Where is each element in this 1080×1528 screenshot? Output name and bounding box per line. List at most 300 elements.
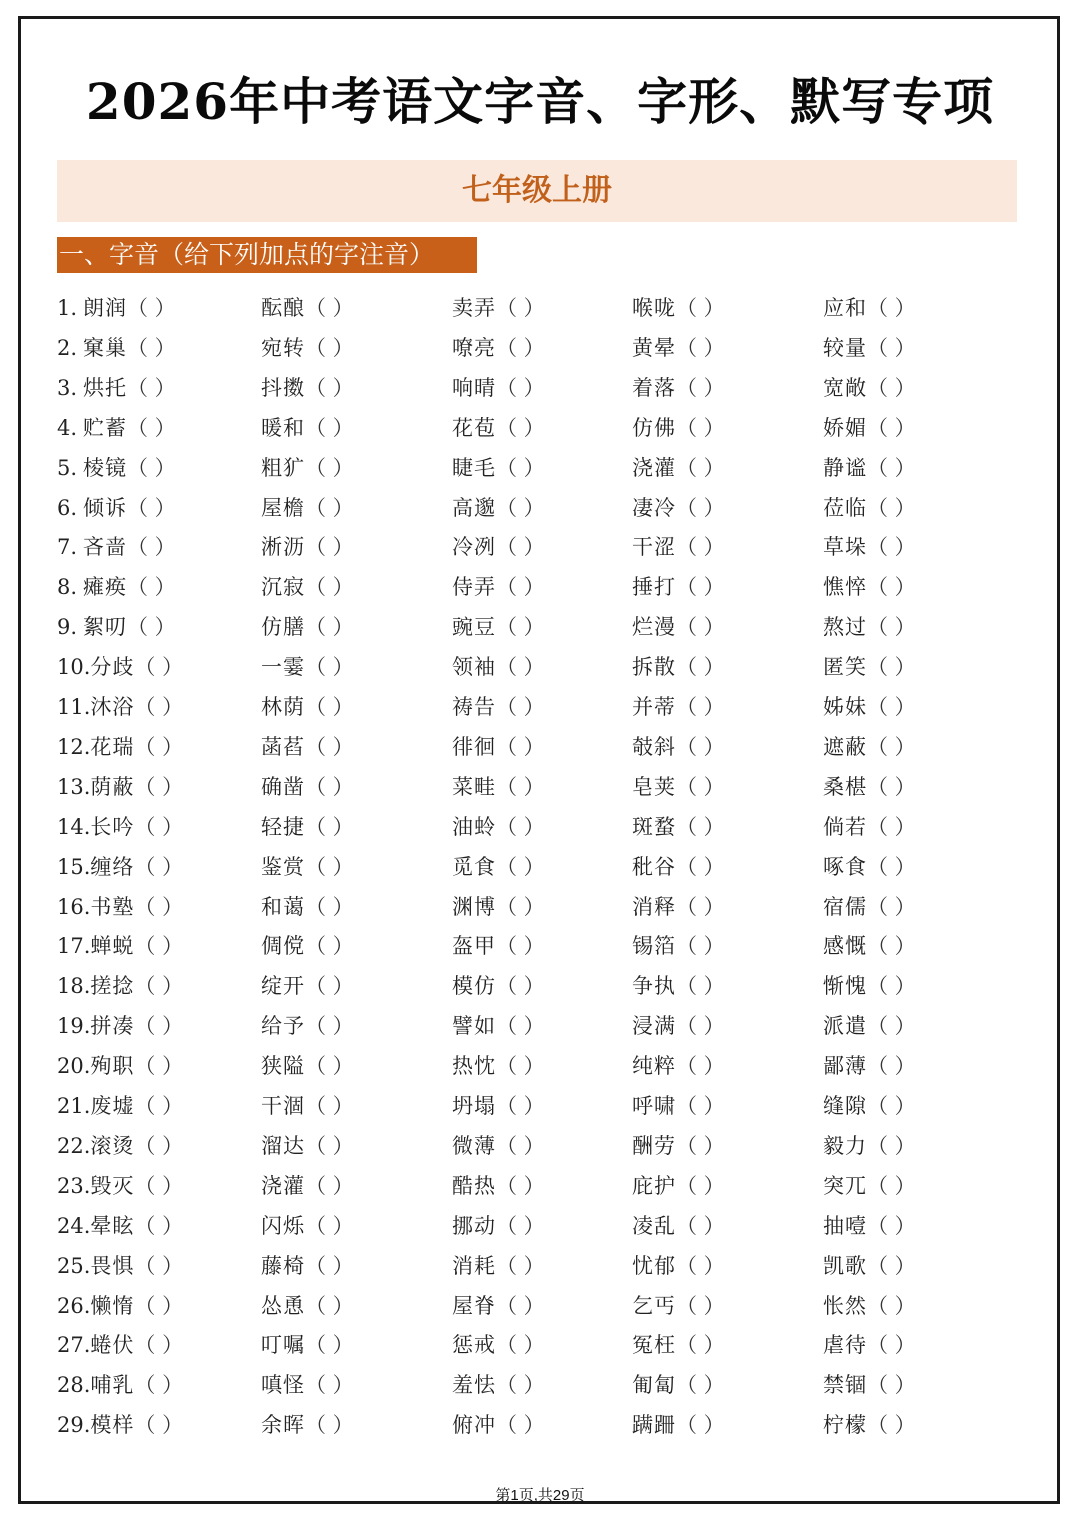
- vocab-word: 庇护: [632, 1174, 676, 1198]
- exercise-item: [632, 1286, 725, 1326]
- exercise-item: [261, 408, 354, 448]
- exercise-row: [0, 1086, 1080, 1126]
- answer-blank[interactable]: （ ）: [867, 1054, 916, 1078]
- exercise-item: [823, 926, 916, 966]
- vocab-word: 乞丐: [632, 1294, 676, 1318]
- vocab-word: 惭愧: [823, 974, 867, 998]
- exercise-item: [57, 687, 183, 727]
- answer-blank[interactable]: （ ）: [867, 535, 916, 559]
- answer-blank[interactable]: （ ）: [134, 855, 184, 879]
- vocab-word: 干涸: [261, 1094, 305, 1118]
- exercise-item: [632, 966, 725, 1006]
- answer-blank[interactable]: （ ）: [127, 575, 176, 599]
- answer-blank[interactable]: （ ）: [305, 934, 354, 958]
- answer-blank[interactable]: （ ）: [134, 1054, 184, 1078]
- exercise-item: [452, 807, 545, 847]
- answer-blank[interactable]: （ ）: [496, 855, 545, 879]
- answer-blank[interactable]: （ ）: [496, 1254, 545, 1278]
- exercise-item: [452, 767, 545, 807]
- vocab-word: 缝隙: [823, 1094, 867, 1118]
- answer-blank[interactable]: （ ）: [676, 1214, 725, 1238]
- answer-blank[interactable]: （ ）: [867, 615, 916, 639]
- answer-blank[interactable]: （ ）: [676, 416, 725, 440]
- vocab-word: 分歧: [90, 655, 135, 679]
- answer-blank[interactable]: （ ）: [305, 695, 354, 719]
- answer-blank[interactable]: （ ）: [867, 1333, 916, 1357]
- exercise-item: [823, 966, 916, 1006]
- exercise-row: [0, 408, 1080, 448]
- answer-blank[interactable]: （ ）: [496, 655, 545, 679]
- answer-blank[interactable]: （ ）: [867, 655, 916, 679]
- answer-blank[interactable]: （ ）: [305, 655, 354, 679]
- exercise-row: [0, 368, 1080, 408]
- exercise-item: [57, 1086, 183, 1126]
- vocab-word: 干涩: [632, 535, 676, 559]
- answer-blank[interactable]: （ ）: [134, 1413, 184, 1437]
- answer-blank[interactable]: （ ）: [676, 615, 725, 639]
- exercise-item: [452, 727, 545, 767]
- item-number: 23.: [57, 1174, 91, 1198]
- vocab-word: 鉴赏: [261, 855, 305, 879]
- vocab-word: 嗔怪: [261, 1373, 305, 1397]
- vocab-word: 酝酿: [261, 296, 305, 320]
- answer-blank[interactable]: （ ）: [676, 934, 725, 958]
- item-number: 26.: [57, 1294, 91, 1318]
- exercise-item: [823, 767, 916, 807]
- vocab-word: 鄙薄: [823, 1054, 867, 1078]
- exercise-item: [261, 1286, 354, 1326]
- vocab-word: 领袖: [452, 655, 496, 679]
- item-number: 20.: [57, 1054, 91, 1078]
- vocab-word: 蹒跚: [632, 1413, 676, 1437]
- vocab-word: 觅食: [452, 855, 496, 879]
- answer-blank[interactable]: （ ）: [134, 1134, 184, 1158]
- answer-blank[interactable]: （ ）: [305, 1094, 354, 1118]
- answer-blank[interactable]: （ ）: [496, 815, 545, 839]
- vocab-word: 宛转: [261, 336, 305, 360]
- answer-blank[interactable]: （ ）: [496, 336, 545, 360]
- answer-blank[interactable]: （ ）: [134, 1333, 184, 1357]
- exercise-item: [261, 1405, 354, 1445]
- vocab-word: 拆散: [632, 655, 676, 679]
- vocab-word: 应和: [823, 296, 867, 320]
- exercise-item: [57, 1246, 183, 1286]
- answer-blank[interactable]: （ ）: [867, 775, 916, 799]
- answer-blank[interactable]: （ ）: [496, 1373, 545, 1397]
- answer-blank[interactable]: （ ）: [134, 934, 184, 958]
- vocab-word: 惩戒: [452, 1333, 496, 1357]
- answer-blank[interactable]: （ ）: [127, 376, 176, 400]
- answer-blank[interactable]: （ ）: [496, 974, 545, 998]
- item-number: 28.: [57, 1373, 91, 1397]
- answer-blank[interactable]: （ ）: [496, 1294, 545, 1318]
- vocab-word: 狭隘: [261, 1054, 305, 1078]
- answer-blank[interactable]: （ ）: [305, 1333, 354, 1357]
- answer-blank[interactable]: （ ）: [134, 1294, 184, 1318]
- vocab-word: 屋檐: [261, 496, 305, 520]
- exercise-item: [823, 647, 916, 687]
- vocab-word: 抽噎: [823, 1214, 867, 1238]
- answer-blank[interactable]: （ ）: [496, 1214, 545, 1238]
- answer-blank[interactable]: （ ）: [134, 695, 184, 719]
- answer-blank[interactable]: （ ）: [305, 1254, 354, 1278]
- vocab-word: 长吟: [90, 815, 135, 839]
- answer-blank[interactable]: （ ）: [676, 1174, 725, 1198]
- answer-blank[interactable]: （ ）: [867, 974, 916, 998]
- vocab-word: 黄晕: [632, 336, 676, 360]
- answer-blank[interactable]: （ ）: [305, 815, 354, 839]
- exercise-item: [452, 647, 545, 687]
- answer-blank[interactable]: （ ）: [496, 775, 545, 799]
- vocab-word: 殉职: [90, 1054, 135, 1078]
- item-number: 13.: [57, 775, 91, 799]
- answer-blank[interactable]: （ ）: [127, 535, 176, 559]
- exercise-row: [0, 847, 1080, 887]
- answer-blank[interactable]: （ ）: [496, 1054, 545, 1078]
- vocab-word: 皂荚: [632, 775, 676, 799]
- exercise-row: [0, 527, 1080, 567]
- answer-blank[interactable]: （ ）: [496, 376, 545, 400]
- vocab-word: 禁锢: [823, 1373, 867, 1397]
- vocab-word: 挪动: [452, 1214, 496, 1238]
- exercise-item: [823, 607, 916, 647]
- answer-blank[interactable]: （ ）: [676, 1054, 725, 1078]
- answer-blank[interactable]: （ ）: [305, 575, 354, 599]
- answer-blank[interactable]: （ ）: [305, 1294, 354, 1318]
- exercise-item: [452, 1166, 545, 1206]
- exercise-item: [823, 328, 916, 368]
- answer-blank[interactable]: （ ）: [867, 456, 916, 480]
- answer-blank[interactable]: （ ）: [305, 615, 354, 639]
- item-number: 14.: [57, 815, 91, 839]
- answer-blank[interactable]: （ ）: [676, 1254, 725, 1278]
- answer-blank[interactable]: （ ）: [676, 1373, 725, 1397]
- answer-blank[interactable]: （ ）: [867, 815, 916, 839]
- vocab-word: 啄食: [823, 855, 867, 879]
- item-number: 27.: [57, 1333, 91, 1357]
- answer-blank[interactable]: （ ）: [676, 496, 725, 520]
- answer-blank[interactable]: （ ）: [867, 496, 916, 520]
- exercise-item: [57, 408, 176, 448]
- answer-blank[interactable]: （ ）: [676, 535, 725, 559]
- answer-blank[interactable]: （ ）: [496, 1094, 545, 1118]
- exercise-item: [57, 607, 176, 647]
- vocab-word: 酬劳: [632, 1134, 676, 1158]
- answer-blank[interactable]: （ ）: [867, 296, 916, 320]
- answer-blank[interactable]: （ ）: [134, 815, 184, 839]
- vocab-word: 匿笑: [823, 655, 867, 679]
- answer-blank[interactable]: （ ）: [305, 895, 354, 919]
- vocab-word: 屋脊: [452, 1294, 496, 1318]
- vocab-word: 姊妹: [823, 695, 867, 719]
- answer-blank[interactable]: （ ）: [676, 815, 725, 839]
- answer-blank[interactable]: （ ）: [496, 895, 545, 919]
- answer-blank[interactable]: （ ）: [867, 416, 916, 440]
- exercise-item: [823, 1166, 916, 1206]
- exercise-item: [632, 1046, 725, 1086]
- answer-blank[interactable]: （ ）: [496, 296, 545, 320]
- answer-blank[interactable]: （ ）: [134, 775, 184, 799]
- vocab-word: 书塾: [90, 895, 135, 919]
- answer-blank[interactable]: （ ）: [676, 855, 725, 879]
- answer-blank[interactable]: （ ）: [676, 735, 725, 759]
- exercise-item: [632, 408, 725, 448]
- vocab-word: 和蔼: [261, 895, 305, 919]
- answer-blank[interactable]: （ ）: [867, 695, 916, 719]
- vocab-word: 轻捷: [261, 815, 305, 839]
- answer-blank[interactable]: （ ）: [867, 376, 916, 400]
- answer-blank[interactable]: （ ）: [676, 456, 725, 480]
- answer-blank[interactable]: （ ）: [305, 336, 354, 360]
- exercise-item: [261, 1046, 354, 1086]
- answer-blank[interactable]: （ ）: [676, 1333, 725, 1357]
- answer-blank[interactable]: （ ）: [305, 456, 354, 480]
- answer-blank[interactable]: （ ）: [676, 1413, 725, 1437]
- item-number: 8.: [57, 575, 78, 599]
- exercise-item: [57, 488, 176, 528]
- answer-blank[interactable]: （ ）: [676, 336, 725, 360]
- exercise-item: [452, 1365, 545, 1405]
- answer-blank[interactable]: （ ）: [496, 1134, 545, 1158]
- answer-blank[interactable]: （ ）: [305, 1413, 354, 1437]
- vocab-word: 柠檬: [823, 1413, 867, 1437]
- exercise-item: [57, 1325, 183, 1365]
- exercise-item: [452, 1006, 545, 1046]
- answer-blank[interactable]: （ ）: [496, 735, 545, 759]
- exercise-item: [452, 288, 545, 328]
- answer-blank[interactable]: （ ）: [305, 1014, 354, 1038]
- answer-blank[interactable]: （ ）: [305, 855, 354, 879]
- exercise-item: [452, 1046, 545, 1086]
- answer-blank[interactable]: （ ）: [305, 735, 354, 759]
- exercise-item: [632, 368, 725, 408]
- exercise-item: [57, 1365, 183, 1405]
- answer-blank[interactable]: （ ）: [676, 575, 725, 599]
- exercise-item: [261, 1086, 354, 1126]
- answer-blank[interactable]: （ ）: [305, 775, 354, 799]
- answer-blank[interactable]: （ ）: [305, 416, 354, 440]
- item-number: 4.: [57, 416, 78, 440]
- answer-blank[interactable]: （ ）: [305, 1054, 354, 1078]
- vocab-word: 睫毛: [452, 456, 496, 480]
- exercise-row: [0, 926, 1080, 966]
- answer-blank[interactable]: （ ）: [134, 1373, 184, 1397]
- answer-blank[interactable]: （ ）: [867, 735, 916, 759]
- answer-blank[interactable]: （ ）: [496, 575, 545, 599]
- vocab-word: 毅力: [823, 1134, 867, 1158]
- vocab-word: 拼凑: [90, 1014, 135, 1038]
- exercise-item: [261, 368, 354, 408]
- answer-blank[interactable]: （ ）: [867, 934, 916, 958]
- answer-blank[interactable]: （ ）: [676, 655, 725, 679]
- exercise-item: [823, 488, 916, 528]
- exercise-item: [632, 1086, 725, 1126]
- answer-blank[interactable]: （ ）: [305, 535, 354, 559]
- item-number: 6.: [57, 496, 78, 520]
- answer-blank[interactable]: （ ）: [496, 1174, 545, 1198]
- exercise-item: [632, 448, 725, 488]
- vocab-word: 静谧: [823, 456, 867, 480]
- answer-blank[interactable]: （ ）: [305, 1174, 354, 1198]
- answer-blank[interactable]: （ ）: [867, 336, 916, 360]
- item-number: 18.: [57, 974, 91, 998]
- exercise-item: [632, 807, 725, 847]
- answer-blank[interactable]: （ ）: [134, 1014, 184, 1038]
- exercise-item: [632, 1405, 725, 1445]
- vocab-word: 菡萏: [261, 735, 305, 759]
- exercise-item: [823, 687, 916, 727]
- exercise-row: [0, 807, 1080, 847]
- exercise-row: [0, 1325, 1080, 1365]
- answer-blank[interactable]: （ ）: [676, 376, 725, 400]
- answer-blank[interactable]: （ ）: [676, 1134, 725, 1158]
- answer-blank[interactable]: （ ）: [676, 1094, 725, 1118]
- answer-blank[interactable]: （ ）: [496, 934, 545, 958]
- exercise-item: [261, 1006, 354, 1046]
- vocab-word: 宿儒: [823, 895, 867, 919]
- vocab-word: 林荫: [261, 695, 305, 719]
- answer-blank[interactable]: （ ）: [867, 1014, 916, 1038]
- answer-blank[interactable]: （ ）: [867, 575, 916, 599]
- exercise-row: [0, 1365, 1080, 1405]
- answer-blank[interactable]: （ ）: [305, 496, 354, 520]
- exercise-row: [0, 328, 1080, 368]
- exercise-item: [57, 767, 183, 807]
- answer-blank[interactable]: （ ）: [127, 615, 176, 639]
- answer-blank[interactable]: （ ）: [305, 1134, 354, 1158]
- answer-blank[interactable]: （ ）: [134, 1254, 184, 1278]
- answer-blank[interactable]: （ ）: [127, 496, 176, 520]
- answer-blank[interactable]: （ ）: [134, 974, 184, 998]
- answer-blank[interactable]: （ ）: [134, 1174, 184, 1198]
- answer-blank[interactable]: （ ）: [867, 855, 916, 879]
- answer-blank[interactable]: （ ）: [867, 1413, 916, 1437]
- vocab-word: 荫蔽: [90, 775, 135, 799]
- vocab-word: 贮蓄: [83, 416, 127, 440]
- answer-blank[interactable]: （ ）: [676, 974, 725, 998]
- exercise-item: [261, 488, 354, 528]
- exercise-item: [632, 1126, 725, 1166]
- answer-blank[interactable]: （ ）: [496, 416, 545, 440]
- exercise-item: [261, 687, 354, 727]
- vocab-word: 坍塌: [452, 1094, 496, 1118]
- answer-blank[interactable]: （ ）: [496, 535, 545, 559]
- answer-blank[interactable]: （ ）: [305, 1373, 354, 1397]
- exercise-item: [823, 527, 916, 567]
- answer-blank[interactable]: （ ）: [867, 1294, 916, 1318]
- answer-blank[interactable]: （ ）: [676, 895, 725, 919]
- answer-blank[interactable]: （ ）: [134, 1214, 184, 1238]
- answer-blank[interactable]: （ ）: [496, 1413, 545, 1437]
- answer-blank[interactable]: （ ）: [676, 1294, 725, 1318]
- answer-blank[interactable]: （ ）: [867, 1254, 916, 1278]
- answer-blank[interactable]: （ ）: [127, 296, 176, 320]
- answer-blank[interactable]: （ ）: [496, 1014, 545, 1038]
- item-number: 25.: [57, 1254, 91, 1278]
- vocab-word: 草垛: [823, 535, 867, 559]
- exercise-item: [261, 847, 354, 887]
- answer-blank[interactable]: （ ）: [676, 296, 725, 320]
- vocab-word: 遮蔽: [823, 735, 867, 759]
- vocab-word: 朗润: [83, 296, 127, 320]
- vocab-word: 消耗: [452, 1254, 496, 1278]
- answer-blank[interactable]: （ ）: [305, 376, 354, 400]
- exercise-item: [452, 926, 545, 966]
- exercise-row: [0, 448, 1080, 488]
- answer-blank[interactable]: （ ）: [676, 1014, 725, 1038]
- exercise-item: [632, 607, 725, 647]
- answer-blank[interactable]: （ ）: [676, 775, 725, 799]
- exercise-item: [261, 527, 354, 567]
- exercise-item: [632, 527, 725, 567]
- exercise-item: [261, 288, 354, 328]
- vocab-word: 滚烫: [90, 1134, 135, 1158]
- exercise-item: [632, 328, 725, 368]
- answer-blank[interactable]: （ ）: [496, 456, 545, 480]
- answer-blank[interactable]: （ ）: [867, 1214, 916, 1238]
- vocab-word: 酷热: [452, 1174, 496, 1198]
- answer-blank[interactable]: （ ）: [867, 1134, 916, 1158]
- exercise-item: [57, 448, 176, 488]
- vocab-word: 烂漫: [632, 615, 676, 639]
- vocab-word: 憔悴: [823, 575, 867, 599]
- exercise-item: [452, 1286, 545, 1326]
- answer-blank[interactable]: （ ）: [496, 1333, 545, 1357]
- vocab-word: 懒惰: [90, 1294, 135, 1318]
- exercise-item: [452, 966, 545, 1006]
- exercise-item: [632, 288, 725, 328]
- answer-blank[interactable]: （ ）: [305, 296, 354, 320]
- vocab-word: 侍弄: [452, 575, 496, 599]
- exercise-item: [261, 767, 354, 807]
- answer-blank[interactable]: （ ）: [496, 615, 545, 639]
- exercise-item: [261, 1325, 354, 1365]
- answer-blank[interactable]: （ ）: [496, 496, 545, 520]
- exercise-item: [452, 687, 545, 727]
- vocab-word: 废墟: [90, 1094, 135, 1118]
- exercise-item: [823, 807, 916, 847]
- answer-blank[interactable]: （ ）: [867, 1174, 916, 1198]
- answer-blank[interactable]: （ ）: [127, 416, 176, 440]
- exercise-item: [823, 1246, 916, 1286]
- answer-blank[interactable]: （ ）: [305, 974, 354, 998]
- vocab-word: 叮嘱: [261, 1333, 305, 1357]
- answer-blank[interactable]: （ ）: [867, 895, 916, 919]
- exercise-item: [823, 1006, 916, 1046]
- answer-blank[interactable]: （ ）: [134, 735, 184, 759]
- answer-blank[interactable]: （ ）: [676, 695, 725, 719]
- vocab-word: 突兀: [823, 1174, 867, 1198]
- exercise-item: [823, 1325, 916, 1365]
- vocab-word: 徘徊: [452, 735, 496, 759]
- answer-blank[interactable]: （ ）: [134, 895, 184, 919]
- item-number: 15.: [57, 855, 91, 879]
- vocab-word: 藤椅: [261, 1254, 305, 1278]
- item-number: 5.: [57, 456, 78, 480]
- answer-blank[interactable]: （ ）: [127, 336, 176, 360]
- answer-blank[interactable]: （ ）: [305, 1214, 354, 1238]
- answer-blank[interactable]: （ ）: [127, 456, 176, 480]
- exercise-item: [632, 887, 725, 927]
- answer-blank[interactable]: （ ）: [496, 695, 545, 719]
- exercise-item: [823, 1286, 916, 1326]
- answer-blank[interactable]: （ ）: [867, 1373, 916, 1397]
- exercise-item: [632, 727, 725, 767]
- answer-blank[interactable]: （ ）: [867, 1094, 916, 1118]
- exercise-row: [0, 1286, 1080, 1326]
- answer-blank[interactable]: （ ）: [134, 1094, 184, 1118]
- answer-blank[interactable]: （ ）: [134, 655, 184, 679]
